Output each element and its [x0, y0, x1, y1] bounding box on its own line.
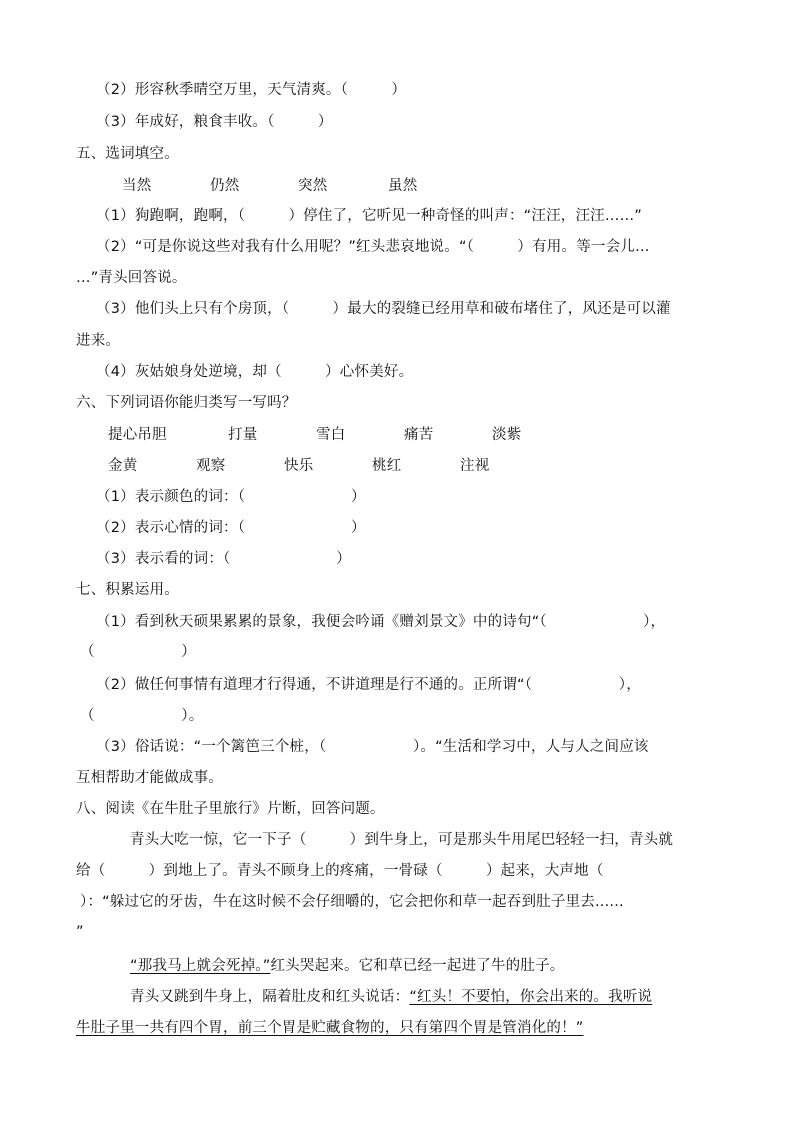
s4-question-3: （3）年成好，粮食丰收。（ ）	[96, 114, 333, 130]
passage-text: 青头又跳到牛身上，隔着肚皮和红头说话：	[130, 989, 410, 1005]
section-7-title: 七、积累运用。	[76, 582, 179, 598]
word-item: 注视	[460, 458, 490, 474]
word-option: 突然	[298, 178, 328, 194]
s5-question-4: （4）灰姑娘身处逆境，却（ ）心怀美好。	[96, 364, 414, 380]
word-item: 打量	[228, 427, 258, 443]
word-item: 观察	[196, 458, 226, 474]
word-item: 痛苦	[404, 427, 434, 443]
s5-question-2: （2）“可是你说这些对我有什么用呢？”红头悲哀地说。“（ ）有用。等一会儿…	[96, 239, 650, 255]
word-option: 虽然	[388, 178, 418, 194]
passage-line: ”	[76, 924, 84, 940]
s6-question-1: （1）表示颜色的词：（ ）	[96, 489, 366, 505]
passage-line: 给（ ）到地上了。青头不顾身上的疼痛，一骨碌（ ）起来，大声地（	[76, 863, 604, 879]
passage-line	[130, 987, 652, 1007]
word-item: 金黄	[108, 458, 138, 474]
underlined-quote: “红头！不要怕，你会出来的。我听说	[409, 989, 653, 1005]
s5-question-3: （3）他们头上只有个房顶，（ ）最大的裂缝已经用草和破布堵住了，风还是可以灌	[96, 301, 671, 317]
s5-question-3-cont: 进来。	[76, 333, 121, 349]
word-option: 仍然	[210, 178, 240, 194]
s6-question-3: （3）表示看的词：（ ）	[96, 551, 351, 567]
s7-question-2: （2）做任何事情有道理才行得通，不讲道理是行不通的。正所谓“（ ），	[96, 677, 641, 693]
section-8-title: 八、阅读《在牛肚子里旅行》片断，回答问题。	[76, 801, 385, 817]
section-6-title: 六、下列词语你能归类写一写吗？	[76, 395, 297, 411]
passage-line: 青头大吃一惊，它一下子（ ）到牛身上，可是那头牛用尾巴轻轻一扫，青头就	[130, 832, 674, 848]
word-item: 提心吊胆	[108, 427, 167, 443]
word-option: 当然	[122, 178, 152, 194]
word-item: 快乐	[284, 458, 314, 474]
s6-question-2: （2）表示心情的词：（ ）	[96, 520, 366, 536]
s5-question-1: （1）狗跑啊，跑啊，（ ）停住了，它听见一种奇怪的叫声：“汪汪，汪汪……”	[96, 208, 642, 224]
s5-question-2-cont: …”青头回答说。	[76, 270, 187, 286]
underlined-quote: “那我马上就会死掉。”	[130, 958, 271, 974]
word-item: 雪白	[316, 427, 346, 443]
s7-question-1: （1）看到秋天硕果累累的景象，我便会吟诵《赠刘景文》中的诗句“（ ），	[96, 614, 666, 630]
s7-question-3: （3）俗话说：“一个篱笆三个桩，（ ）。“生活和学习中，人与人之间应该	[96, 739, 649, 755]
word-item: 桃红	[372, 458, 402, 474]
passage-line-underlined: 牛肚子里一共有四个胃，前三个胃是贮藏食物的，只有第四个胃是管消化的！”	[76, 1020, 584, 1036]
passage-line	[130, 956, 564, 976]
passage-text: 红头哭起来。它和草已经一起进了牛的肚子。	[270, 958, 565, 974]
passage-line: ）：“躲过它的牙齿，牛在这时候不会仔细嚼的，它会把你和草一起吞到肚子里去......	[80, 894, 624, 910]
section-5-title: 五、选词填空。	[76, 146, 179, 162]
s4-question-2: （2）形容秋季晴空万里，天气清爽。（ ）	[96, 82, 407, 98]
word-item: 淡紫	[492, 427, 522, 443]
s7-question-1-cont: （ ）	[80, 644, 196, 660]
s7-question-3-cont: 互相帮助才能做成事。	[76, 770, 223, 786]
s7-question-2-cont: （ ）。	[80, 708, 204, 724]
